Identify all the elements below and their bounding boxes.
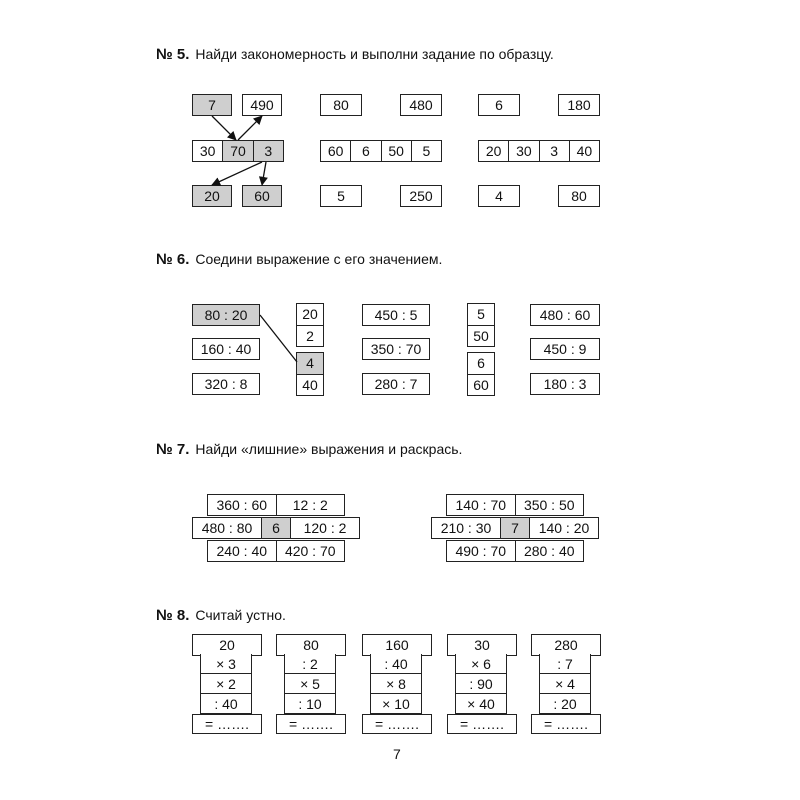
ex6-g2-expr: 350 : 70 — [362, 338, 430, 360]
ex6-value: 40 — [302, 376, 318, 393]
ex5-g2-mid-row — [320, 140, 442, 162]
exercise-5-heading — [156, 46, 554, 63]
ex6-value: 50 — [473, 327, 489, 344]
ex7-g1-top-row — [207, 494, 345, 516]
ex8-start-value: 280 — [531, 634, 601, 656]
exercise-5-number: № 5. — [156, 46, 190, 63]
exercise-7-heading — [156, 441, 462, 458]
ex7-g2-bottom-row — [446, 540, 584, 562]
ex5-g3-mid-row — [478, 140, 600, 162]
ex6-g2-expr: 280 : 7 — [362, 373, 430, 395]
ex5-g1-bottom-left: 20 — [192, 185, 232, 207]
ex7-expr: 12 : 2 — [292, 497, 328, 513]
ex7-expr: 360 : 60 — [208, 495, 277, 515]
ex8-result-blank[interactable]: = ……. — [531, 714, 601, 734]
ex5-g1-mid-cell: 30 — [193, 141, 223, 161]
ex7-g2-mid-row — [431, 517, 599, 539]
exercise-6-heading — [156, 251, 442, 268]
ex7-g1-bottom-row — [207, 540, 345, 562]
ex6-value: 2 — [306, 327, 314, 344]
ex8-operation: : 40 — [370, 654, 422, 674]
ex7-center: 6 — [262, 518, 291, 538]
ex8-operation: : 2 — [284, 654, 336, 674]
ex6-g3-expr: 480 : 60 — [530, 304, 600, 326]
ex8-start-value: 80 — [276, 634, 346, 656]
ex6-g1-values-top — [296, 303, 324, 347]
ex8-operation: : 90 — [455, 674, 507, 694]
ex5-g1-mid-cell: 3 — [254, 141, 283, 161]
ex6-g2-values-top — [467, 303, 495, 347]
exercise-6-number: № 6. — [156, 251, 190, 268]
ex7-expr: 280 : 40 — [523, 543, 575, 559]
ex6-g3-expr: 450 : 9 — [530, 338, 600, 360]
ex6-g1-expr: 320 : 8 — [192, 373, 260, 395]
ex5-arrow — [212, 162, 262, 185]
ex6-g1-expr: 160 : 40 — [192, 338, 260, 360]
exercise-7-title: Найди «лишние» выражения и раскрась. — [195, 441, 463, 457]
ex8-start-value: 20 — [192, 634, 262, 656]
ex8-operation: × 5 — [284, 674, 336, 694]
ex5-g1-mid-row — [192, 140, 284, 162]
ex5-g1-mid-cell: 70 — [223, 141, 253, 161]
ex7-expr: 240 : 40 — [208, 541, 277, 561]
ex8-result-blank[interactable]: = ……. — [192, 714, 262, 734]
ex6-value: 60 — [473, 376, 489, 393]
ex8-operation: : 7 — [539, 654, 591, 674]
ex5-g3-top-left: 6 — [478, 94, 520, 116]
ex6-g3-expr: 180 : 3 — [530, 373, 600, 395]
ex6-value: 20 — [297, 304, 323, 326]
ex8-operation: : 10 — [284, 694, 336, 714]
ex5-g1-top-right: 490 — [242, 94, 282, 116]
ex5-g2-top-right: 480 — [400, 94, 442, 116]
ex7-expr: 480 : 80 — [193, 518, 262, 538]
exercise-8-number: № 8. — [156, 607, 190, 624]
ex8-result-blank[interactable]: = ……. — [276, 714, 346, 734]
ex7-expr: 210 : 30 — [432, 518, 501, 538]
ex8-operation: × 8 — [370, 674, 422, 694]
ex8-start-value: 160 — [362, 634, 432, 656]
ex7-expr: 140 : 70 — [447, 495, 516, 515]
ex6-value: 4 — [297, 353, 323, 375]
page-number: 7 — [393, 746, 401, 762]
exercise-6-title: Соедини выражение с его значением. — [195, 251, 443, 267]
ex6-g2-expr: 450 : 5 — [362, 304, 430, 326]
ex5-g3-mid-cell: 30 — [509, 141, 539, 161]
ex5-arrow — [262, 162, 266, 185]
ex5-g2-mid-cell: 50 — [382, 141, 412, 161]
ex5-arrow — [212, 116, 236, 140]
ex8-result-blank[interactable]: = ……. — [362, 714, 432, 734]
ex7-center: 7 — [501, 518, 530, 538]
exercise-8-heading — [156, 607, 286, 624]
ex8-operation: × 4 — [539, 674, 591, 694]
ex7-expr: 140 : 20 — [538, 520, 590, 536]
ex8-operation: × 2 — [200, 674, 252, 694]
ex8-operation: × 40 — [455, 694, 507, 714]
ex5-g2-mid-cell: 5 — [422, 143, 431, 159]
ex7-g1-mid-row — [192, 517, 360, 539]
ex5-g2-bottom-left: 5 — [320, 185, 362, 207]
ex5-g3-mid-cell: 40 — [576, 143, 593, 159]
ex6-sample-line — [260, 315, 297, 362]
exercise-8-title: Считай устно. — [195, 607, 286, 623]
ex8-result-blank[interactable]: = ……. — [447, 714, 517, 734]
ex5-arrow — [238, 116, 262, 140]
ex5-g1-bottom-right: 60 — [242, 185, 282, 207]
ex5-g3-bottom-right: 80 — [558, 185, 600, 207]
ex8-start-value: 30 — [447, 634, 517, 656]
ex6-g1-expr: 80 : 20 — [192, 304, 260, 326]
ex5-g3-top-right: 180 — [558, 94, 600, 116]
ex7-expr: 420 : 70 — [284, 543, 336, 559]
ex7-expr: 120 : 2 — [303, 520, 347, 536]
ex5-g2-mid-cell: 60 — [321, 141, 351, 161]
ex8-operation: × 6 — [455, 654, 507, 674]
ex6-g1-values-bottom — [296, 352, 324, 396]
ex5-g1-top-left: 7 — [192, 94, 232, 116]
ex7-expr: 490 : 70 — [447, 541, 516, 561]
ex5-g2-top-left: 80 — [320, 94, 362, 116]
ex5-g2-bottom-right: 250 — [400, 185, 442, 207]
ex8-operation: × 10 — [370, 694, 422, 714]
ex5-g3-mid-cell: 20 — [479, 141, 509, 161]
ex5-g3-bottom-left: 4 — [478, 185, 520, 207]
ex8-operation: × 3 — [200, 654, 252, 674]
exercise-7-number: № 7. — [156, 441, 190, 458]
ex6-value: 6 — [468, 353, 494, 375]
ex5-g3-mid-cell: 3 — [540, 141, 570, 161]
ex5-g2-mid-cell: 6 — [351, 141, 381, 161]
exercise-5-title: Найди закономерность и выполни задание по образцу. — [195, 46, 554, 62]
ex6-value: 5 — [468, 304, 494, 326]
ex8-operation: : 40 — [200, 694, 252, 714]
ex7-g2-top-row — [446, 494, 584, 516]
ex6-g2-values-bottom — [467, 352, 495, 396]
ex7-expr: 350 : 50 — [523, 497, 575, 513]
ex8-operation: : 20 — [539, 694, 591, 714]
